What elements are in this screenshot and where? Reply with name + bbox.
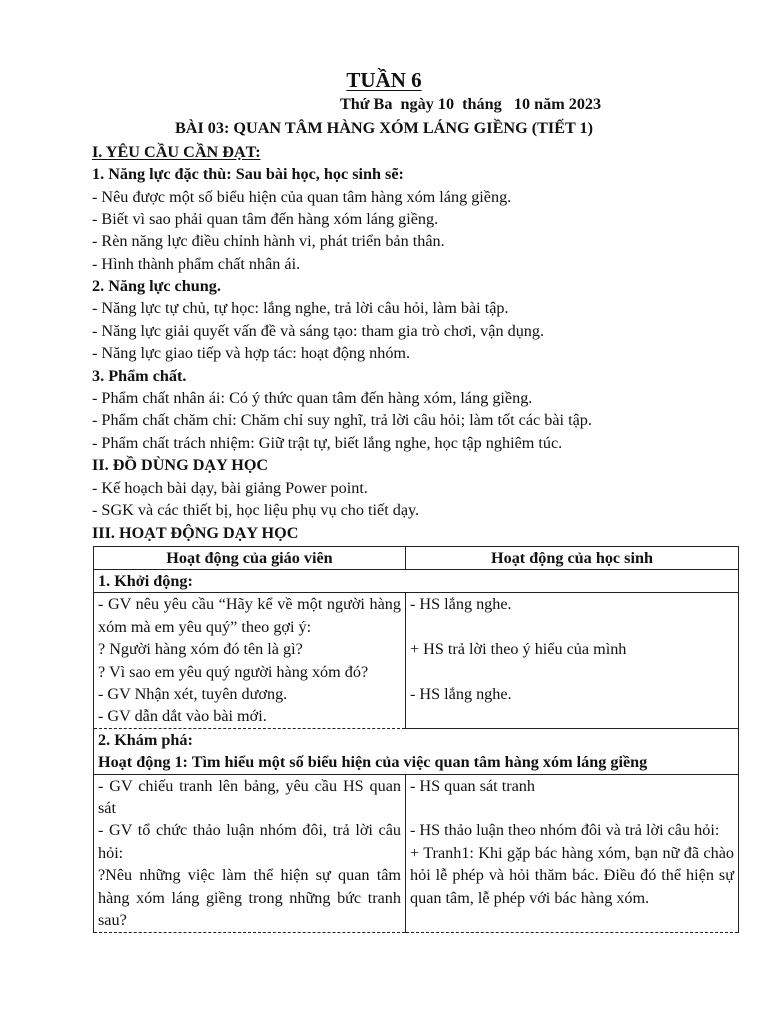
student-step: - HS thảo luận theo nhóm đôi và trả lời câu hỏi: <box>410 821 720 840</box>
teacher-step: ? Vì sao em yêu quý người hàng xóm đó? <box>98 662 369 681</box>
teacher-step: - GV dẫn dắt vào bài mới. <box>98 707 267 726</box>
part-2-student-cell <box>406 774 739 932</box>
part-1-student-cell <box>406 593 739 728</box>
quality-item: - Phẩm chất chăm chỉ: Chăm chỉ suy nghĩ, trả lời câu hỏi; làm tốt các bài tập. <box>92 411 592 429</box>
teacher-step: - GV tổ chức thảo luận nhóm đôi, trả lời câu hỏi: <box>98 821 401 862</box>
teacher-step: ?Nêu những việc làm thể hiện sự quan tâm hàng xóm láng giềng trong những bức tranh sau? <box>98 866 401 930</box>
section-3-title: III. HOẠT ĐỘNG DẠY HỌC <box>92 524 299 542</box>
part-2-teacher-cell <box>94 774 406 932</box>
student-step: + HS trả lời theo ý hiểu của mình <box>410 640 627 659</box>
quality-item: - Phẩm chất trách nhiệm: Giữ trật tự, biết lắng nghe, học tập nghiêm túc. <box>92 434 563 452</box>
table-row <box>94 774 739 932</box>
competency-item: - Năng lực tự chủ, tự học: lắng nghe, trả lời câu hỏi, làm bài tập. <box>92 299 509 317</box>
competency-item: - Năng lực giải quyết vấn đề và sáng tạo: tham gia trò chơi, vận dụng. <box>92 322 545 340</box>
objective-item: - Hình thành phẩm chất nhân ái. <box>92 255 301 273</box>
section-1-part-2-title: 2. Năng lực chung. <box>92 277 221 295</box>
lesson-date: Thứ Ba ngày 10 tháng 10 năm 2023 <box>340 95 602 113</box>
teacher-column-header: Hoạt động của giáo viên <box>94 547 406 570</box>
student-column-header: Hoạt động của học sinh <box>406 547 739 570</box>
table-row <box>94 593 739 728</box>
materials-item: - SGK và các thiết bị, học liệu phụ vụ cho tiết dạy. <box>92 501 420 519</box>
teacher-step: - GV Nhận xét, tuyên dương. <box>98 685 288 704</box>
part-1-teacher-cell <box>94 593 406 728</box>
teacher-step: - GV chiếu tranh lên bảng, yêu cầu HS quan sát <box>98 776 401 818</box>
part-1-heading: 1. Khởi động: <box>94 570 739 593</box>
materials-item: - Kế hoạch bài dạy, bài giảng Power point. <box>92 479 368 497</box>
activity-1-heading: Hoạt động 1: Tìm hiểu một số biểu hiện của việc quan tâm hàng xóm láng giềng <box>98 753 648 772</box>
teacher-step: - GV nêu yêu cầu “Hãy kể về một người hàng xóm mà em yêu quý” theo gợi ý: <box>98 595 401 636</box>
objective-item: - Biết vì sao phải quan tâm đến hàng xóm láng giềng. <box>92 210 439 228</box>
section-2-title: II. ĐỒ DÙNG DẠY HỌC <box>92 456 269 474</box>
part-2-heading-cell <box>94 728 739 774</box>
student-step: - HS lắng nghe. <box>410 685 512 703</box>
part-2-heading: 2. Khám phá: <box>98 730 193 749</box>
teacher-step: ? Người hàng xóm đó tên là gì? <box>98 640 303 659</box>
student-step: - HS quan sát tranh <box>410 776 535 795</box>
quality-item: - Phẩm chất nhân ái: Có ý thức quan tâm đến hàng xóm, láng giềng. <box>92 389 533 407</box>
lesson-title: BÀI 03: QUAN TÂM HÀNG XÓM LÁNG GIỀNG (TIẾT 1) <box>174 119 594 137</box>
student-step: - HS lắng nghe. <box>410 595 512 614</box>
table-row <box>94 570 739 593</box>
table-row <box>94 728 739 774</box>
section-1-part-1-title: 1. Năng lực đặc thù: Sau bài học, học sinh sẽ: <box>92 165 404 183</box>
week-title: TUẦN 6 <box>346 68 422 92</box>
student-step: + Tranh1: Khi gặp bác hàng xóm, bạn nữ đã chào hỏi lễ phép và hỏi thăm bác. Điều đó thể hiện sự quan tâm, lễ phép với bác hàng xóm. <box>410 843 734 907</box>
competency-item: - Năng lực giao tiếp và hợp tác: hoạt động nhóm. <box>92 344 411 362</box>
section-1-title: I. YÊU CẦU CẦN ĐẠT: <box>92 143 261 161</box>
activities-table <box>93 546 739 933</box>
objective-item: - Rèn năng lực điều chỉnh hành vi, phát triển bản thân. <box>92 232 445 250</box>
table-header-row <box>94 547 739 570</box>
objective-item: - Nêu được một số biểu hiện của quan tâm hàng xóm láng giềng. <box>92 188 512 206</box>
section-1-part-3-title: 3. Phẩm chất. <box>92 367 187 385</box>
